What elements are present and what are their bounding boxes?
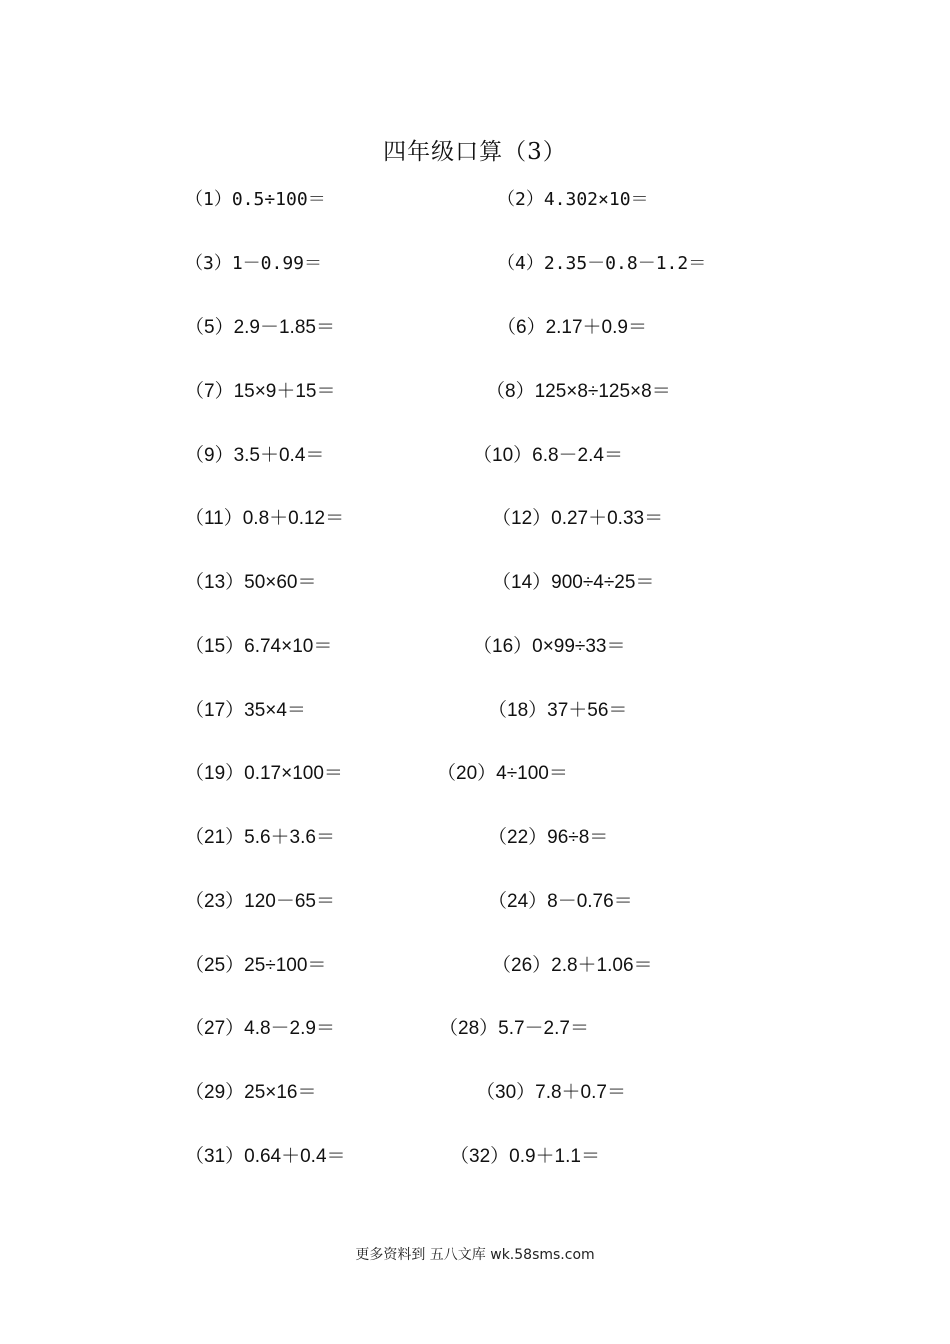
problem-25: （25）25÷100＝: [185, 955, 327, 976]
problem-32: （32）0.9＋1.1＝: [450, 1146, 600, 1167]
problem-11: （11）0.8＋0.12＝: [185, 508, 345, 529]
problem-20: （20）4÷100＝: [437, 763, 568, 784]
problem-5: （5）2.9－1.85＝: [185, 317, 335, 338]
problem-24: （24）8－0.76＝: [488, 891, 633, 912]
problem-2: （2）4.302×10＝: [497, 189, 649, 210]
problem-21: （21）5.6＋3.6＝: [185, 827, 335, 848]
problem-30: （30）7.8＋0.7＝: [476, 1082, 626, 1103]
problem-23: （23）120－65＝: [185, 891, 335, 912]
problem-26: （26）2.8＋1.06＝: [492, 955, 653, 976]
problem-19: （19）0.17×100＝: [185, 763, 343, 784]
problem-28: （28）5.7－2.7＝: [439, 1018, 589, 1039]
problem-27: （27）4.8－2.9＝: [185, 1018, 335, 1039]
problem-1: （1）0.5÷100＝: [185, 189, 326, 210]
problem-7: （7）15×9＋15＝: [185, 381, 336, 402]
problem-15: （15）6.74×10＝: [185, 636, 333, 657]
problem-13: （13）50×60＝: [185, 572, 317, 593]
problem-17: （17）35×4＝: [185, 700, 306, 721]
problem-18: （18）37＋56＝: [488, 700, 628, 721]
worksheet-title: 四年级口算（3）: [383, 139, 567, 165]
problem-16: （16）0×99÷33＝: [473, 636, 626, 657]
problem-8: （8）125×8÷125×8＝: [486, 381, 671, 402]
problem-14: （14）900÷4÷25＝: [492, 572, 655, 593]
problem-22: （22）96÷8＝: [488, 827, 609, 848]
problem-31: （31）0.64＋0.4＝: [185, 1146, 346, 1167]
problem-9: （9）3.5＋0.4＝: [185, 445, 325, 466]
problem-10: （10）6.8－2.4＝: [473, 445, 623, 466]
problem-12: （12）0.27＋0.33＝: [492, 508, 664, 529]
problem-6: （6）2.17＋0.9＝: [497, 317, 647, 338]
problem-29: （29）25×16＝: [185, 1082, 317, 1103]
footer-source-note: 更多资料到 五八文库 wk.58sms.com: [355, 1247, 595, 1263]
problem-4: （4）2.35－0.8－1.2＝: [497, 253, 707, 274]
problem-3: （3）1－0.99＝: [185, 253, 323, 274]
